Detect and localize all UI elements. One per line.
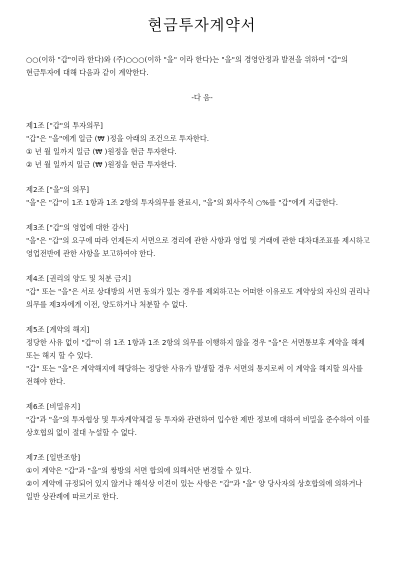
article-4 — [26, 272, 378, 311]
article-line: "갑"은 "을"에게 일금 (₩ )정을 아래의 조건으로 투자한다. — [26, 134, 210, 143]
article-line: ①이 계약은 "갑"과 "을"의 쌍방의 서면 합의에 의해서만 변경할 수 있다. — [26, 466, 252, 475]
article-5 — [26, 323, 378, 388]
article-line: "갑"과 "을"의 투자협상 및 투자계약체결 등 투자와 관련하여 입수한 제반 정보에 대하여 비밀을 준수하여 이를 상호협의 없이 절대 누설할 수 없다. — [26, 415, 370, 437]
article-title: 제2조 ["을"의 의무] — [26, 185, 90, 194]
article-title: 제4조 [권리의 양도 및 처분 금지] — [26, 274, 131, 283]
article-line: ② 년 월 일까지 일금 (₩ )원정을 현금 투자한다. — [26, 160, 177, 169]
article-line: ②이 계약에 규정되어 있지 않거나 해석상 이견이 있는 사항은 "갑"과 "을" 양 당사자의 상호합의에 의하거나 일반 상관례에 따르기로 한다. — [26, 479, 363, 501]
article-2 — [26, 183, 378, 209]
article-1 — [26, 119, 378, 171]
article-line: "을"은 "갑"의 요구에 따라 언제든지 서면으로 경리에 관한 사항과 영업 및 거래에 관한 대차대조표를 제시하고 영업전반에 관한 사항을 보고하여야 한다. — [26, 236, 370, 258]
article-line: "갑" 또는 "을"은 서로 상대방의 서면 동의가 있는 경우를 제외하고는 어떠한 이유로도 계약상의 자신의 권리나 의무를 제3자에게 이전, 양도하거나 처분할 수 없다. — [26, 287, 370, 309]
article-title: 제6조 [비밀유지] — [26, 402, 81, 411]
article-line: "갑" 또는 "을"은 계약해지에 해당하는 정당한 사유가 발생할 경우 서면의 통지로써 이 계약을 해지할 의사를 전해야 한다. — [26, 364, 363, 386]
article-line: "을"은 "갑"이 1조 1항과 1조 2항의 투자의무를 완료시, "을"의 회사주식 ○%를 "갑"에게 지급한다. — [26, 198, 339, 207]
document-title: 현금투자계약서 — [147, 16, 257, 34]
article-title: 제5조 [계약의 해지] — [26, 325, 90, 334]
article-title: 제3조 ["갑"의 영업에 대한 감사] — [26, 223, 129, 232]
article-7 — [26, 451, 378, 503]
article-title: 제1조 ["갑"의 투자의무] — [26, 121, 103, 130]
center-label: -다 음- — [191, 93, 213, 102]
article-6 — [26, 400, 378, 439]
intro-paragraph: ○○(이하 "갑"이라 한다)와 (주)○○○(이하 "을" 이라 한다)는 "을"의 경영안정과 발전을 위하여 "갑"의 현금투자에 대해 다음과 같이 계약한다. — [26, 55, 348, 77]
article-title: 제7조 [일반조항] — [26, 453, 81, 462]
article-line: 정당한 사유 없이 "갑"이 위 1조 1항과 1조 2항의 의무를 이행하지 않을 경우 "을"은 서면통보후 계약을 해제 또는 해지 할 수 있다. — [26, 338, 365, 360]
article-line: ① 년 월 일까지 일금 (₩ )원정을 현금 투자한다. — [26, 147, 177, 156]
article-3 — [26, 221, 378, 260]
